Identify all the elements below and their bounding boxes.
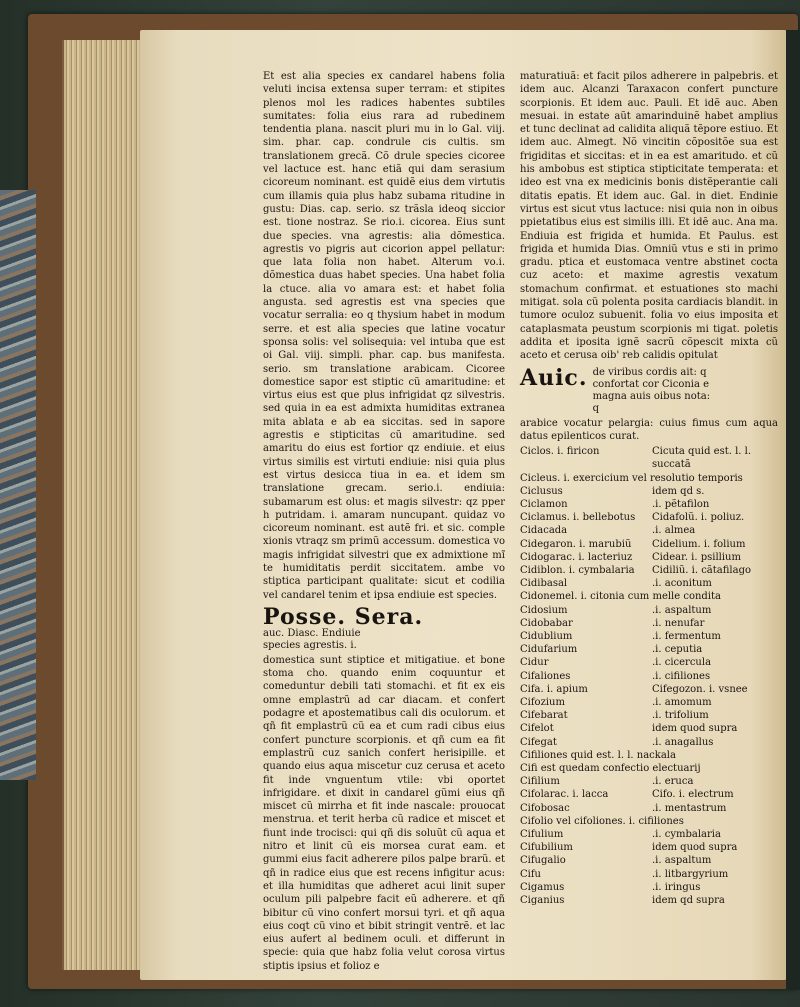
glossary-row [520, 788, 778, 801]
glossary-term: Cigamus [520, 881, 565, 893]
glossary-term: Cifebarat [520, 710, 568, 722]
glossary-row [520, 841, 778, 854]
glossary-gloss: .i. aspaltum [652, 604, 712, 616]
glossary-row [520, 485, 778, 498]
glossary-gloss: .i. iringus [652, 881, 701, 893]
glossary-row [520, 630, 778, 643]
right-paragraph-1: maturatiuã: et facit pilos adherere in palpebris. et idem auc. Alcanzi Taraxacon confert puncture scorpionis. Et idem auc. Pauli. Et idẽ auc. Aben mesuai. in estate aũt amarinduinẽ habet amplius et tunc declinat ad calidita aliquã tẽpore estiuo. Et idem auc. Almegt. Nõ vincitin cõpositõe sua est frigiditas et siccitas: et in ea est amaritudo. et cũ his ambobus est stiptica stipticitate temperata: et ideo est vna ex medicinis bonis distẽperantie cali ditatis epatis. Et idem auc. Gal. in diet. Endinie virtus est sicut vtus lactuce: nisi quia non in oibus ppietatibus eius est similis illi. Et idẽ auc. Ana ma. Endiuia est frigida et humida. Et Paulus. est frigida et humida Dias. Omniũ vtus e sti in primo gradu. ptica et eustomaca ventre abstinet cocta cuz aceto: et maxime agrestis vexatum stomachum confirmat. et estuationes sto machi mitigat. sola cũ polenta posita cardiacis blandit. in tumore oculoz subuenit. folia vo eius imposita et cataplasmata peustum scorpionis mi tigat. poletis addita et iposita ignẽ sacrũ cõpescit mixta cũ aceto et cerusa oib' reb calidis opitulat [520, 71, 778, 362]
glossary-term: Ciclamus. i. bellebotus [520, 512, 636, 524]
glossary-gloss: .i. aconitum [652, 578, 712, 590]
glossary-gloss: .i. litbargyrium [652, 868, 729, 880]
glossary-row [520, 604, 778, 617]
glossary-row [520, 802, 778, 815]
right-heading-note: de viribus cordis ait: q confortat cor Ciconia e magna auis oibus nota: q [592, 366, 711, 414]
glossary-term: Cidur [520, 657, 549, 669]
glossary-gloss: .i. nenufar [652, 617, 705, 629]
glossary-term: Cifu [520, 868, 541, 880]
glossary-row [520, 551, 778, 564]
glossary-gloss: Cidafolũ. i. poliuz. [652, 512, 745, 524]
left-heading-note: auc. Diasc. Endiuie species agrestis. i. [263, 627, 361, 651]
glossary-entry: Cifolio vel cifoliones. i. cifiliones [520, 815, 684, 827]
left-heading-initial: Posse. Sera. [263, 603, 424, 630]
right-paragraph-2: arabice vocatur pelargia: cuius fimus cum aqua datus epilenticos curat. [520, 417, 778, 442]
glossary-row [520, 881, 778, 894]
marbled-endpaper [0, 190, 36, 780]
glossary-row [520, 577, 778, 590]
glossary-term: Cifubilium [520, 842, 573, 854]
glossary-term: Ciganius [520, 895, 565, 907]
glossary-gloss: idem qd s. [652, 485, 705, 497]
page-edges [62, 40, 146, 970]
glossary-term: Cifolarac. i. lacca [520, 789, 609, 801]
left-heading [263, 603, 505, 652]
glossary-gloss: .i. cicercula [652, 657, 712, 669]
glossary-list [520, 445, 778, 907]
glossary-entry: Cicleus. i. exercicium vel resolutio temporis [520, 472, 743, 484]
left-column [263, 70, 505, 973]
glossary-row [520, 736, 778, 749]
glossary-row [520, 511, 778, 524]
glossary-row [520, 696, 778, 709]
glossary-row [520, 854, 778, 867]
glossary-entry: Cidonemel. i. citonia cum melle condita [520, 591, 721, 603]
glossary-gloss: .i. amomum [652, 696, 712, 708]
glossary-term: Cidobabar [520, 617, 573, 629]
glossary-row [520, 524, 778, 537]
glossary-term: Cidiblon. i. cymbalaria [520, 564, 635, 576]
glossary-term: Cifegat [520, 736, 557, 748]
glossary-row [520, 643, 778, 656]
glossary-gloss: .i. anagallus [652, 736, 714, 748]
right-shadow [786, 30, 800, 990]
glossary-gloss: .i. cymbalaria [652, 829, 721, 841]
right-heading-initial: Auic. [520, 364, 588, 391]
glossary-gloss: idem quod supra [652, 842, 738, 854]
right-column [520, 70, 778, 907]
glossary-gloss: Cidear. i. psillium [652, 551, 741, 563]
glossary-row [520, 828, 778, 841]
glossary-gloss: .i. fermentum [652, 630, 721, 642]
glossary-term: Ciclusus [520, 485, 563, 497]
glossary-gloss: Cidelium. i. folium [652, 538, 746, 550]
right-heading [520, 364, 778, 415]
glossary-gloss: Cifegozon. i. vsnee [652, 683, 748, 695]
glossary-term: Cifulium [520, 829, 564, 841]
glossary-row [520, 445, 778, 471]
glossary-row [520, 670, 778, 683]
glossary-row [520, 775, 778, 788]
glossary-gloss: .i. eruca [652, 776, 694, 788]
glossary-row [520, 722, 778, 735]
glossary-term: Cidibasal [520, 578, 568, 590]
glossary-term: Cidublium [520, 630, 573, 642]
glossary-term: Cidufarium [520, 644, 578, 656]
left-paragraph-1: Et est alia species ex candarel habens folia veluti incisa extensa super terram: et stipites plenos mol les radices habentes subtiles sumitates: folia eius rara ad rubedinem tendentia plana. nascit pluri mu in lo Gal. viij. sim. phar. cap. condrule cis cultis. sm translationem grecã. Cõ drule species cicoree vel lactuce est. hanc etiã qui dam serasium cicoreum nominant. est quidẽ eius dem virtutis cum illamis quia plus habz subama ritudine in gustu: Dias. cap. serio. sz trãsla ideoq siccior est. tione nostraz. Se rio.i. cicorea. Eius sunt due species. vna agrestis: alia dõmestica. agrestis vo pigris aut cicorion appel pellatur: que lata folia non habet. Alterum vo.i. dõmestica duas habet species. Una habet folia la ctuce. alia vo amara est: et habet folia angusta. sed agrestis est vna species que vocatur serralia: eo q thysium habet in modum serre. et est alia species que latine vocatur sponsa solis: vel solisequia: vel intuba que est oi Gal. viij. simpli. phar. cap. bus manifesta. serio. sm translatione arabicam. Cicoree domestice sapor est stiptic cũ amaritudine: et virtus eius est que plus infrigidat qz silvestris. sed quia in ea est admixta humiditas extranea mita ablata e ab ea siccitas. sed in sapore agrestis e stipticitas cũ amaritudine. sed amaritu do eius est fortior qz endiuie. et eius virtus similis est virtuti endiuie: nisi quia plus est virtus desicca tiua in ea. et idem sm translatione grecam. serio.i. endiuia: subamarum est olus: et magis silvestr: qz pper h putridam. i. amaram nuncupant. quidaz vo cicoreum nominant. est autẽ fri. et sic. comple xionis vtraqz sm primũ accessum. domestica vo magis infrigidat silvestri que ex admixtione mĩ te humiditatis perdit siccitatem. ambe vo stiptica participant qualitate: sicut et codilia vel candarel tenim et ipsa endiuie est species. [263, 71, 505, 601]
glossary-row [520, 656, 778, 669]
glossary-term: Cidosium [520, 604, 568, 616]
glossary-row [520, 564, 778, 577]
glossary-gloss: .i. ceputia [652, 644, 703, 656]
glossary-term: Ciclos. i. firicon [520, 446, 600, 458]
glossary-row [520, 617, 778, 630]
glossary-gloss: idem quod supra [652, 723, 738, 735]
glossary-gloss: .i. mentastrum [652, 802, 727, 814]
glossary-gloss: idem qd supra [652, 895, 725, 907]
glossary-row [520, 709, 778, 722]
glossary-term: Cifugalio [520, 855, 566, 867]
glossary-row [520, 683, 778, 696]
glossary-term: Cidegaron. i. marubiũ [520, 538, 632, 550]
glossary-term: Cifozium [520, 696, 565, 708]
glossary-entry: Cifiliones quid est. l. l. nackala [520, 749, 676, 761]
glossary-row [520, 538, 778, 551]
glossary-term: Ciclamon [520, 498, 568, 510]
glossary-term: Cidogarac. i. lacteriuz [520, 551, 633, 563]
glossary-entry: Cifi est quedam confectio electuarij [520, 763, 701, 774]
glossary-gloss: .i. pẽtafilon [652, 498, 710, 510]
glossary-gloss: .i. almea [652, 525, 696, 537]
glossary-term: Cifaliones [520, 670, 571, 682]
glossary-row [520, 498, 778, 511]
glossary-term: Cifilium [520, 776, 560, 788]
glossary-gloss: Cifo. i. electrum [652, 789, 734, 801]
glossary-term: Cifobosac [520, 802, 570, 814]
glossary-gloss: Cidiliũ. i. cãtafilago [652, 564, 751, 576]
glossary-gloss: .i. trifolium [652, 710, 709, 722]
glossary-term: Cifelot [520, 723, 554, 735]
glossary-term: Cidacada [520, 525, 568, 537]
glossary-gloss: .i. cifiliones [652, 670, 711, 682]
left-paragraph-2: domestica sunt stiptice et mitigatiue. et bone stoma cho. quando enim coquuntur et comeduntur debili tati stomachi. et fit ex eis omne emplastrũ ad car diacam. et confert podagre et apostematibus cali dis oculorum. et qñ fit emplastrũ cũ ea et cum radi cibus eius confert puncture scorpionis. et qñ cum ea fit emplastrũ cuz sanich confert herisipille. et quando eius aqua miscetur cuz cerusa et aceto fit inde vnguentum vtile: vbi oportet infrigidare. et dixit in candarel gũmi eius qñ miscet cũ mirrha et fit inde nascale: prouocat menstrua. et terit herba cũ radice et miscet et fiunt inde trocisci: qui qñ dis soluũt cũ aqua et nitro et linit cũ eis morsea curat eam. et gummi eius facit adherere pilos palpe brarũ. et qñ in radice eius que est recens infigitur acus: et illa humiditas que adheret acui linit super oculum pili palpebre facit eũ adherere. et qñ bibitur cũ vino confert morsui tyri. et qñ aqua eius coqt cũ vino et bibit stringit ventrẽ. et lac eius aufert al bedinem oculi. et differunt in specie: quia que habz folia velut corosa virtus stiptis ipsius et folioz e [263, 654, 505, 972]
glossary-gloss: Cicuta quid est. l. l. succatã [652, 446, 752, 471]
glossary-gloss: .i. aspaltum [652, 855, 712, 867]
glossary-row [520, 894, 778, 907]
glossary-term: Cifa. i. apium [520, 683, 588, 695]
glossary-row [520, 868, 778, 881]
